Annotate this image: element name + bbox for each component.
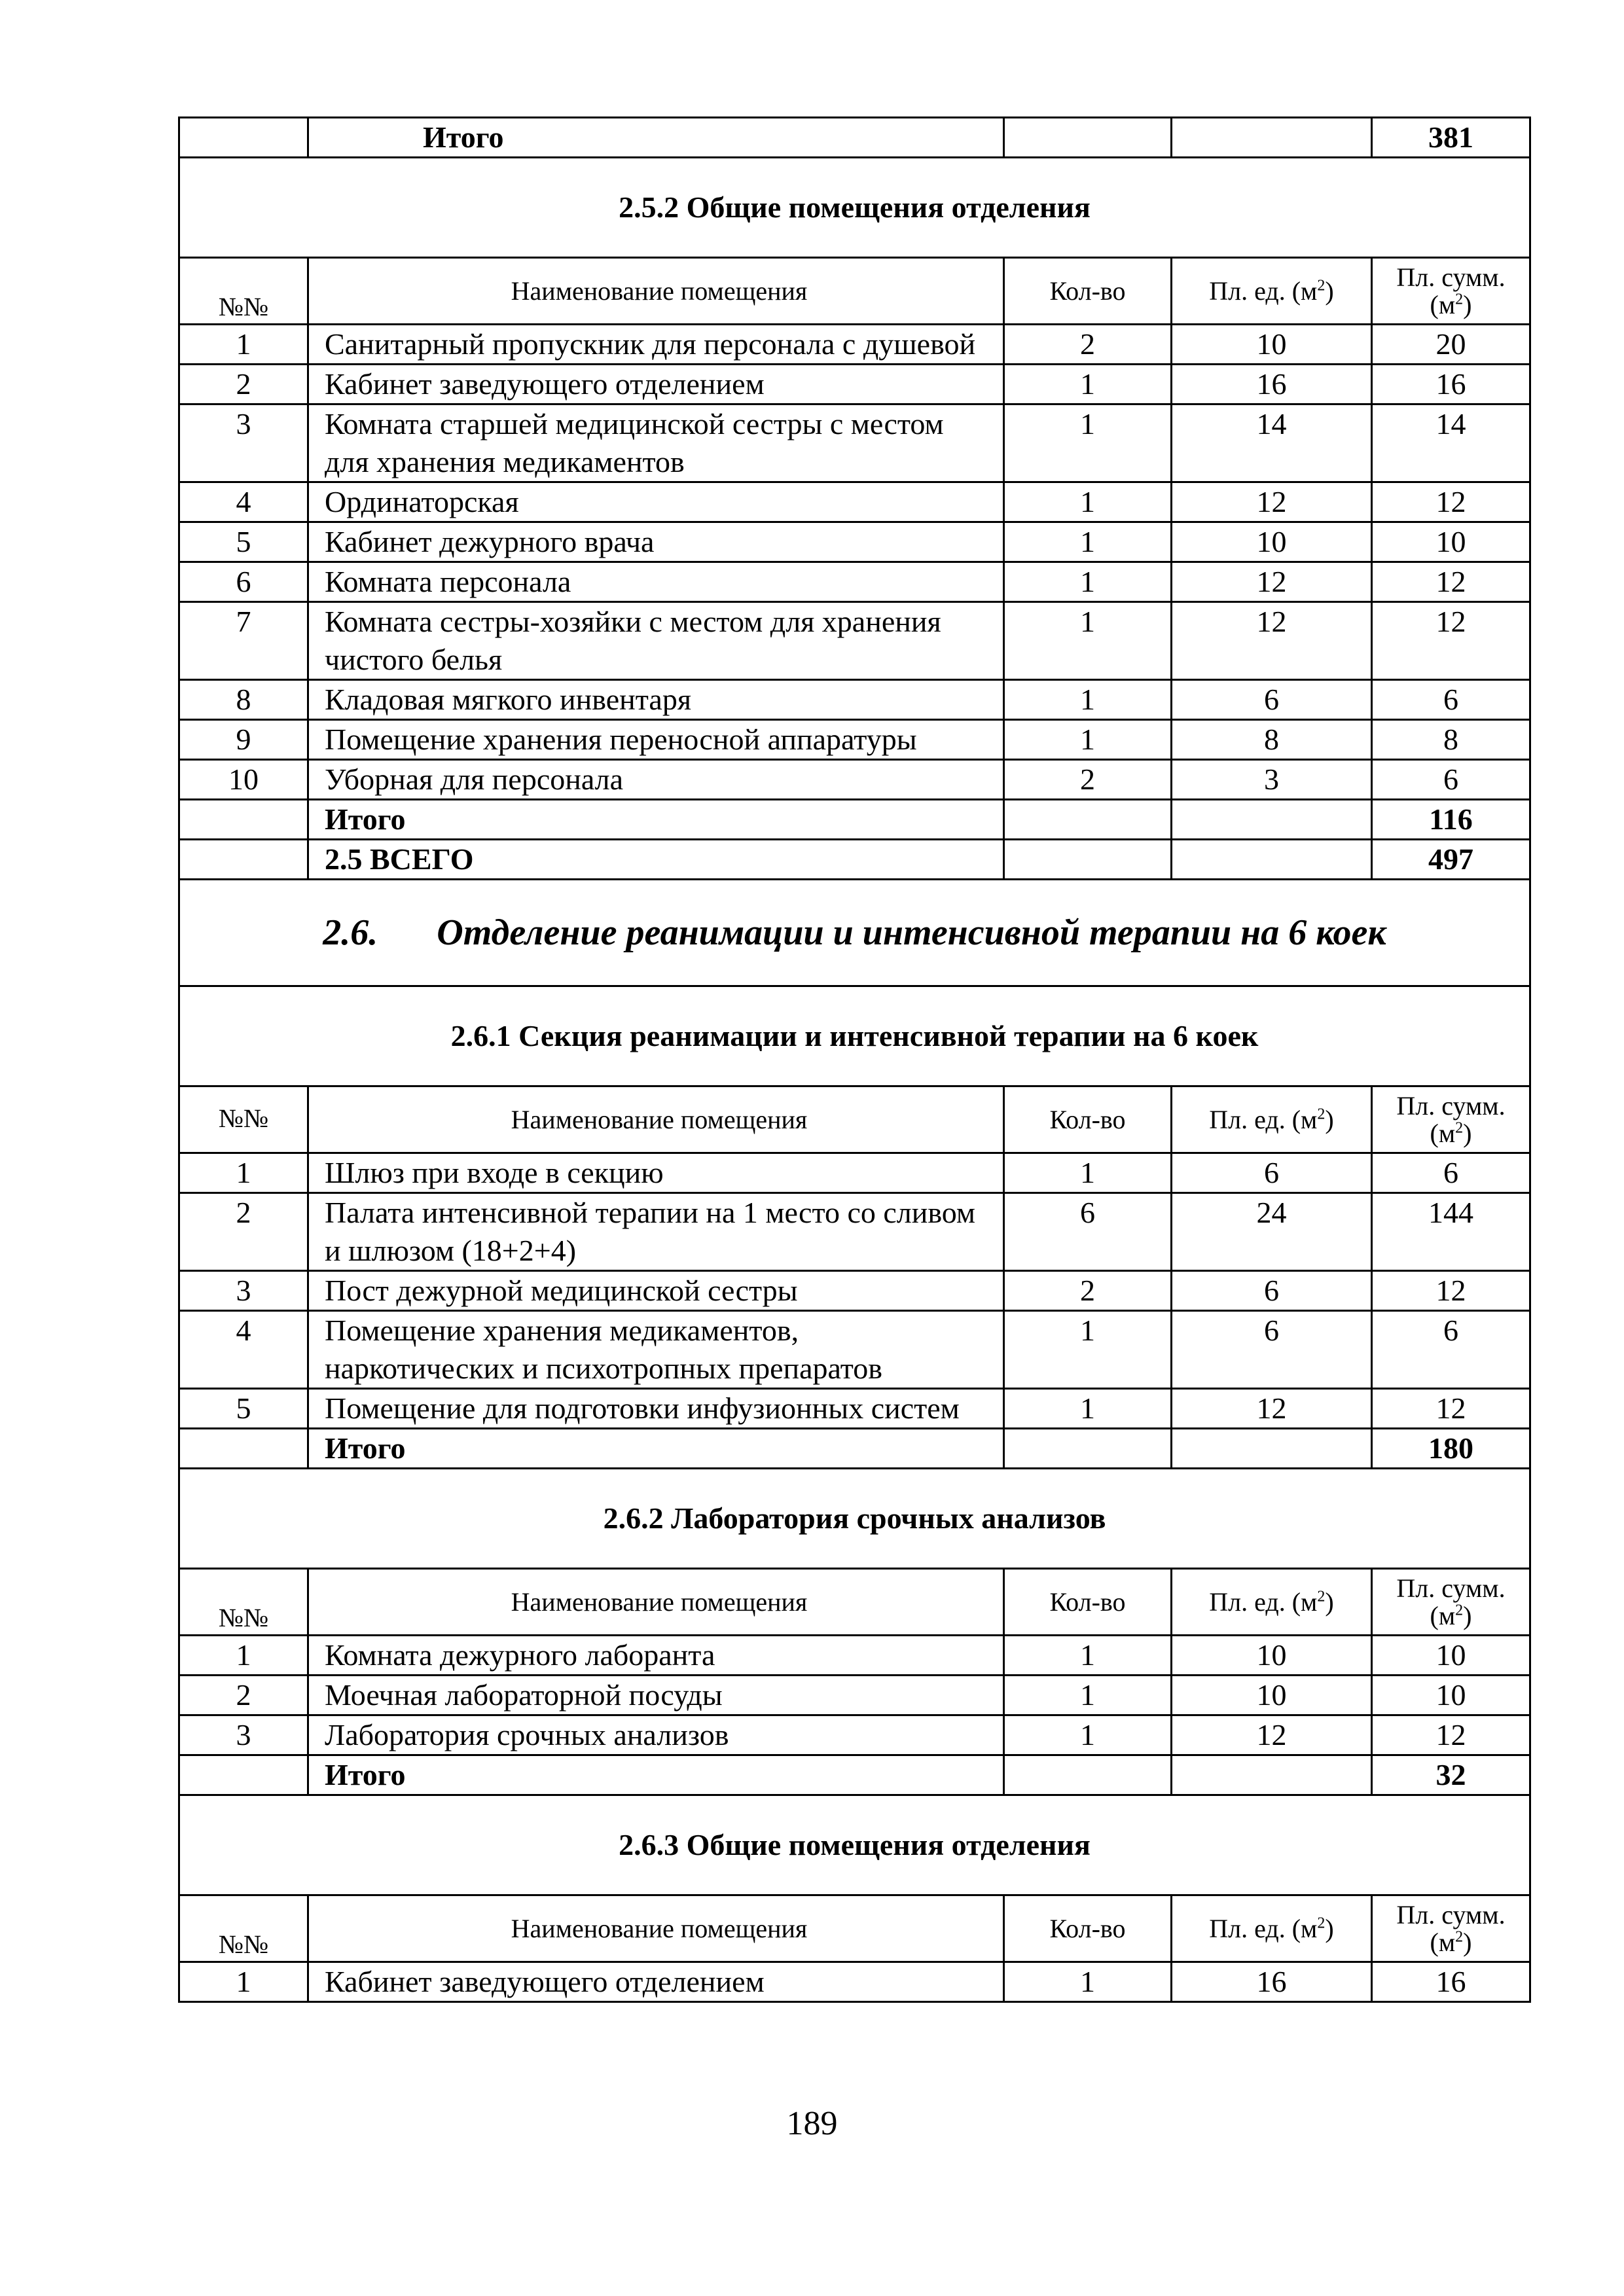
row-unit: 10 xyxy=(1172,1676,1372,1715)
row-num: 2 xyxy=(179,1193,308,1271)
row-unit: 12 xyxy=(1172,1389,1372,1429)
qty-cell xyxy=(1004,1755,1172,1795)
header-unit-area-text: Пл. ед. (м xyxy=(1209,1104,1318,1134)
total-row xyxy=(179,118,1530,158)
row-name: Комната сестры-хозяйки с местом для хранения чистого белья xyxy=(308,602,1004,680)
row-unit: 16 xyxy=(1172,365,1372,404)
row-unit: 6 xyxy=(1172,680,1372,720)
table-row xyxy=(179,365,1530,404)
header-name: Наименование помещения xyxy=(308,1086,1004,1153)
header-sum-area xyxy=(1372,1569,1530,1636)
chapter-title xyxy=(179,880,1530,986)
column-header-row xyxy=(179,1569,1530,1636)
grand-total-row xyxy=(179,840,1530,880)
total-row xyxy=(179,1755,1530,1795)
header-num: №№ xyxy=(179,1086,308,1153)
row-name: Помещение для подготовки инфузионных систем xyxy=(308,1389,1004,1429)
table-row xyxy=(179,1271,1530,1311)
header-sum-area-line1: Пл. сумм. xyxy=(1396,1899,1506,1929)
superscript: 2 xyxy=(1455,1119,1464,1137)
section-title-row xyxy=(179,1469,1530,1569)
header-qty: Кол-во xyxy=(1004,1569,1172,1636)
table-row xyxy=(179,522,1530,562)
row-name: Кладовая мягкого инвентаря xyxy=(308,680,1004,720)
row-sum: 16 xyxy=(1372,365,1530,404)
row-num: 8 xyxy=(179,680,308,720)
row-sum: 12 xyxy=(1372,482,1530,522)
row-sum: 12 xyxy=(1372,562,1530,602)
table-row xyxy=(179,1389,1530,1429)
total-sum: 32 xyxy=(1372,1755,1530,1795)
row-unit: 12 xyxy=(1172,602,1372,680)
qty-cell xyxy=(1004,800,1172,840)
header-sum-area-line2: (м xyxy=(1430,289,1456,319)
row-num: 3 xyxy=(179,404,308,482)
grand-total-sum: 497 xyxy=(1372,840,1530,880)
header-sum-area-end: ) xyxy=(1463,1927,1472,1957)
header-num: №№ xyxy=(179,1569,308,1636)
row-qty: 2 xyxy=(1004,325,1172,365)
unit-cell xyxy=(1172,840,1372,880)
chapter-number: 2.6. xyxy=(323,912,378,953)
num-cell xyxy=(179,118,308,158)
row-qty: 2 xyxy=(1004,760,1172,800)
header-qty: Кол-во xyxy=(1004,1895,1172,1962)
header-sum-area xyxy=(1372,1895,1530,1962)
superscript: 2 xyxy=(1317,1105,1326,1123)
table-row xyxy=(179,1962,1530,2002)
row-sum: 6 xyxy=(1372,1153,1530,1193)
header-unit-area-end: ) xyxy=(1325,1587,1334,1617)
page-number: 189 xyxy=(786,2105,838,2142)
row-qty: 1 xyxy=(1004,365,1172,404)
chapter-title-row xyxy=(179,880,1530,986)
section-title-row xyxy=(179,986,1530,1086)
row-sum: 12 xyxy=(1372,1715,1530,1755)
section-title: 2.6.1 Секция реанимации и интенсивной терапии на 6 коек xyxy=(179,986,1530,1086)
header-unit-area xyxy=(1172,1569,1372,1636)
section-title: 2.6.2 Лаборатория срочных анализов xyxy=(179,1469,1530,1569)
header-sum-area-line1: Пл. сумм. xyxy=(1396,1090,1506,1121)
header-unit-area xyxy=(1172,1895,1372,1962)
row-qty: 1 xyxy=(1004,562,1172,602)
rooms-table xyxy=(178,117,1531,2003)
row-sum: 10 xyxy=(1372,1676,1530,1715)
row-num: 5 xyxy=(179,522,308,562)
row-qty: 6 xyxy=(1004,1193,1172,1271)
row-name: Помещение хранения переносной аппаратуры xyxy=(308,720,1004,760)
header-sum-area-line2: (м xyxy=(1430,1118,1456,1148)
header-sum-area-end: ) xyxy=(1463,1118,1472,1148)
total-label: Итого xyxy=(308,800,1004,840)
header-name: Наименование помещения xyxy=(308,258,1004,325)
header-sum-area-end: ) xyxy=(1463,1600,1472,1630)
row-unit: 12 xyxy=(1172,562,1372,602)
total-label: Итого xyxy=(308,1755,1004,1795)
total-sum: 116 xyxy=(1372,800,1530,840)
superscript: 2 xyxy=(1455,1928,1464,1946)
table-row xyxy=(179,1676,1530,1715)
num-cell xyxy=(179,1429,308,1469)
row-sum: 12 xyxy=(1372,1389,1530,1429)
row-unit: 6 xyxy=(1172,1311,1372,1389)
row-unit: 12 xyxy=(1172,482,1372,522)
row-qty: 1 xyxy=(1004,1311,1172,1389)
table-row xyxy=(179,1193,1530,1271)
row-num: 10 xyxy=(179,760,308,800)
row-unit: 14 xyxy=(1172,404,1372,482)
row-unit: 8 xyxy=(1172,720,1372,760)
num-cell xyxy=(179,1755,308,1795)
row-qty: 1 xyxy=(1004,482,1172,522)
row-num: 2 xyxy=(179,1676,308,1715)
qty-cell xyxy=(1004,1429,1172,1469)
table-row xyxy=(179,1153,1530,1193)
row-sum: 12 xyxy=(1372,1271,1530,1311)
total-row xyxy=(179,800,1530,840)
unit-cell xyxy=(1172,800,1372,840)
row-sum: 6 xyxy=(1372,760,1530,800)
row-unit: 24 xyxy=(1172,1193,1372,1271)
row-qty: 1 xyxy=(1004,1962,1172,2002)
row-unit: 10 xyxy=(1172,325,1372,365)
row-sum: 16 xyxy=(1372,1962,1530,2002)
table-row xyxy=(179,602,1530,680)
table-row xyxy=(179,1715,1530,1755)
table-row xyxy=(179,325,1530,365)
table-row xyxy=(179,760,1530,800)
table-row xyxy=(179,1636,1530,1676)
section-title: 2.6.3 Общие помещения отделения xyxy=(179,1795,1530,1895)
superscript: 2 xyxy=(1455,1602,1464,1619)
row-name: Кабинет заведующего отделением xyxy=(308,365,1004,404)
row-unit: 12 xyxy=(1172,1715,1372,1755)
row-name: Ординаторская xyxy=(308,482,1004,522)
header-name: Наименование помещения xyxy=(308,1569,1004,1636)
row-sum: 144 xyxy=(1372,1193,1530,1271)
column-header-row xyxy=(179,1086,1530,1153)
header-sum-area-line2: (м xyxy=(1430,1927,1456,1957)
row-num: 6 xyxy=(179,562,308,602)
unit-cell xyxy=(1172,1429,1372,1469)
section-title: 2.5.2 Общие помещения отделения xyxy=(179,158,1530,258)
superscript: 2 xyxy=(1317,1588,1326,1605)
row-qty: 1 xyxy=(1004,1389,1172,1429)
header-qty: Кол-во xyxy=(1004,1086,1172,1153)
row-name: Пост дежурной медицинской сестры xyxy=(308,1271,1004,1311)
row-sum: 12 xyxy=(1372,602,1530,680)
header-name: Наименование помещения xyxy=(308,1895,1004,1962)
header-unit-area xyxy=(1172,258,1372,325)
header-unit-area xyxy=(1172,1086,1372,1153)
header-sum-area-end: ) xyxy=(1463,289,1472,319)
row-sum: 8 xyxy=(1372,720,1530,760)
row-unit: 16 xyxy=(1172,1962,1372,2002)
qty-cell xyxy=(1004,118,1172,158)
row-qty: 1 xyxy=(1004,1153,1172,1193)
row-qty: 1 xyxy=(1004,522,1172,562)
unit-cell xyxy=(1172,1755,1372,1795)
row-sum: 10 xyxy=(1372,522,1530,562)
total-row xyxy=(179,1429,1530,1469)
header-unit-area-text: Пл. ед. (м xyxy=(1209,1913,1318,1943)
row-num: 2 xyxy=(179,365,308,404)
table-row xyxy=(179,680,1530,720)
table-row xyxy=(179,404,1530,482)
unit-cell xyxy=(1172,118,1372,158)
row-qty: 1 xyxy=(1004,602,1172,680)
total-label: Итого xyxy=(308,1429,1004,1469)
row-name: Кабинет заведующего отделением xyxy=(308,1962,1004,2002)
row-sum: 10 xyxy=(1372,1636,1530,1676)
row-num: 9 xyxy=(179,720,308,760)
row-num: 7 xyxy=(179,602,308,680)
table-row xyxy=(179,562,1530,602)
table-row xyxy=(179,482,1530,522)
header-unit-area-end: ) xyxy=(1325,276,1334,306)
header-sum-area xyxy=(1372,258,1530,325)
total-sum: 180 xyxy=(1372,1429,1530,1469)
row-name: Санитарный пропускник для персонала с душевой xyxy=(308,325,1004,365)
total-label-text: Итого xyxy=(423,120,504,154)
header-unit-area-end: ) xyxy=(1325,1104,1334,1134)
chapter-title-text: Отделение реанимации и интенсивной терапии на 6 коек xyxy=(437,912,1386,953)
header-sum-area xyxy=(1372,1086,1530,1153)
row-name: Палата интенсивной терапии на 1 место со сливом и шлюзом (18+2+4) xyxy=(308,1193,1004,1271)
header-num: №№ xyxy=(179,258,308,325)
row-qty: 1 xyxy=(1004,1715,1172,1755)
row-name: Комната персонала xyxy=(308,562,1004,602)
row-name: Помещение хранения медикаментов, наркотических и психотропных препаратов xyxy=(308,1311,1004,1389)
row-qty: 1 xyxy=(1004,1636,1172,1676)
num-cell xyxy=(179,840,308,880)
row-name: Уборная для персонала xyxy=(308,760,1004,800)
header-sum-area-line1: Пл. сумм. xyxy=(1396,1573,1506,1603)
row-num: 4 xyxy=(179,1311,308,1389)
row-name: Шлюз при входе в секцию xyxy=(308,1153,1004,1193)
row-num: 1 xyxy=(179,325,308,365)
row-num: 5 xyxy=(179,1389,308,1429)
row-sum: 14 xyxy=(1372,404,1530,482)
header-unit-area-end: ) xyxy=(1325,1913,1334,1943)
superscript: 2 xyxy=(1317,1914,1326,1932)
row-qty: 1 xyxy=(1004,404,1172,482)
row-qty: 1 xyxy=(1004,680,1172,720)
header-unit-area-text: Пл. ед. (м xyxy=(1209,276,1318,306)
superscript: 2 xyxy=(1317,277,1326,295)
section-title-row xyxy=(179,158,1530,258)
qty-cell xyxy=(1004,840,1172,880)
header-qty: Кол-во xyxy=(1004,258,1172,325)
row-sum: 6 xyxy=(1372,680,1530,720)
header-sum-area-line1: Пл. сумм. xyxy=(1396,262,1506,292)
superscript: 2 xyxy=(1455,291,1464,308)
row-num: 3 xyxy=(179,1271,308,1311)
row-num: 1 xyxy=(179,1636,308,1676)
section-title-row xyxy=(179,1795,1530,1895)
row-num: 1 xyxy=(179,1153,308,1193)
header-unit-area-text: Пл. ед. (м xyxy=(1209,1587,1318,1617)
grand-total-label: 2.5 ВСЕГО xyxy=(308,840,1004,880)
row-num: 1 xyxy=(179,1962,308,2002)
row-unit: 3 xyxy=(1172,760,1372,800)
row-name: Кабинет дежурного врача xyxy=(308,522,1004,562)
column-header-row xyxy=(179,1895,1530,1962)
row-unit: 6 xyxy=(1172,1271,1372,1311)
row-qty: 1 xyxy=(1004,1676,1172,1715)
table-row xyxy=(179,720,1530,760)
row-unit: 10 xyxy=(1172,1636,1372,1676)
row-name: Комната дежурного лаборанта xyxy=(308,1636,1004,1676)
row-name: Лаборатория срочных анализов xyxy=(308,1715,1004,1755)
row-sum: 6 xyxy=(1372,1311,1530,1389)
num-cell xyxy=(179,800,308,840)
total-sum: 381 xyxy=(1372,118,1530,158)
header-num: №№ xyxy=(179,1895,308,1962)
row-num: 3 xyxy=(179,1715,308,1755)
column-header-row xyxy=(179,258,1530,325)
total-label xyxy=(308,118,1004,158)
row-qty: 1 xyxy=(1004,720,1172,760)
row-unit: 6 xyxy=(1172,1153,1372,1193)
row-name: Комната старшей медицинской сестры с местом для хранения медикаментов xyxy=(308,404,1004,482)
row-unit: 10 xyxy=(1172,522,1372,562)
row-sum: 20 xyxy=(1372,325,1530,365)
row-qty: 2 xyxy=(1004,1271,1172,1311)
header-sum-area-line2: (м xyxy=(1430,1600,1456,1630)
row-num: 4 xyxy=(179,482,308,522)
row-name: Моечная лабораторной посуды xyxy=(308,1676,1004,1715)
table-row xyxy=(179,1311,1530,1389)
